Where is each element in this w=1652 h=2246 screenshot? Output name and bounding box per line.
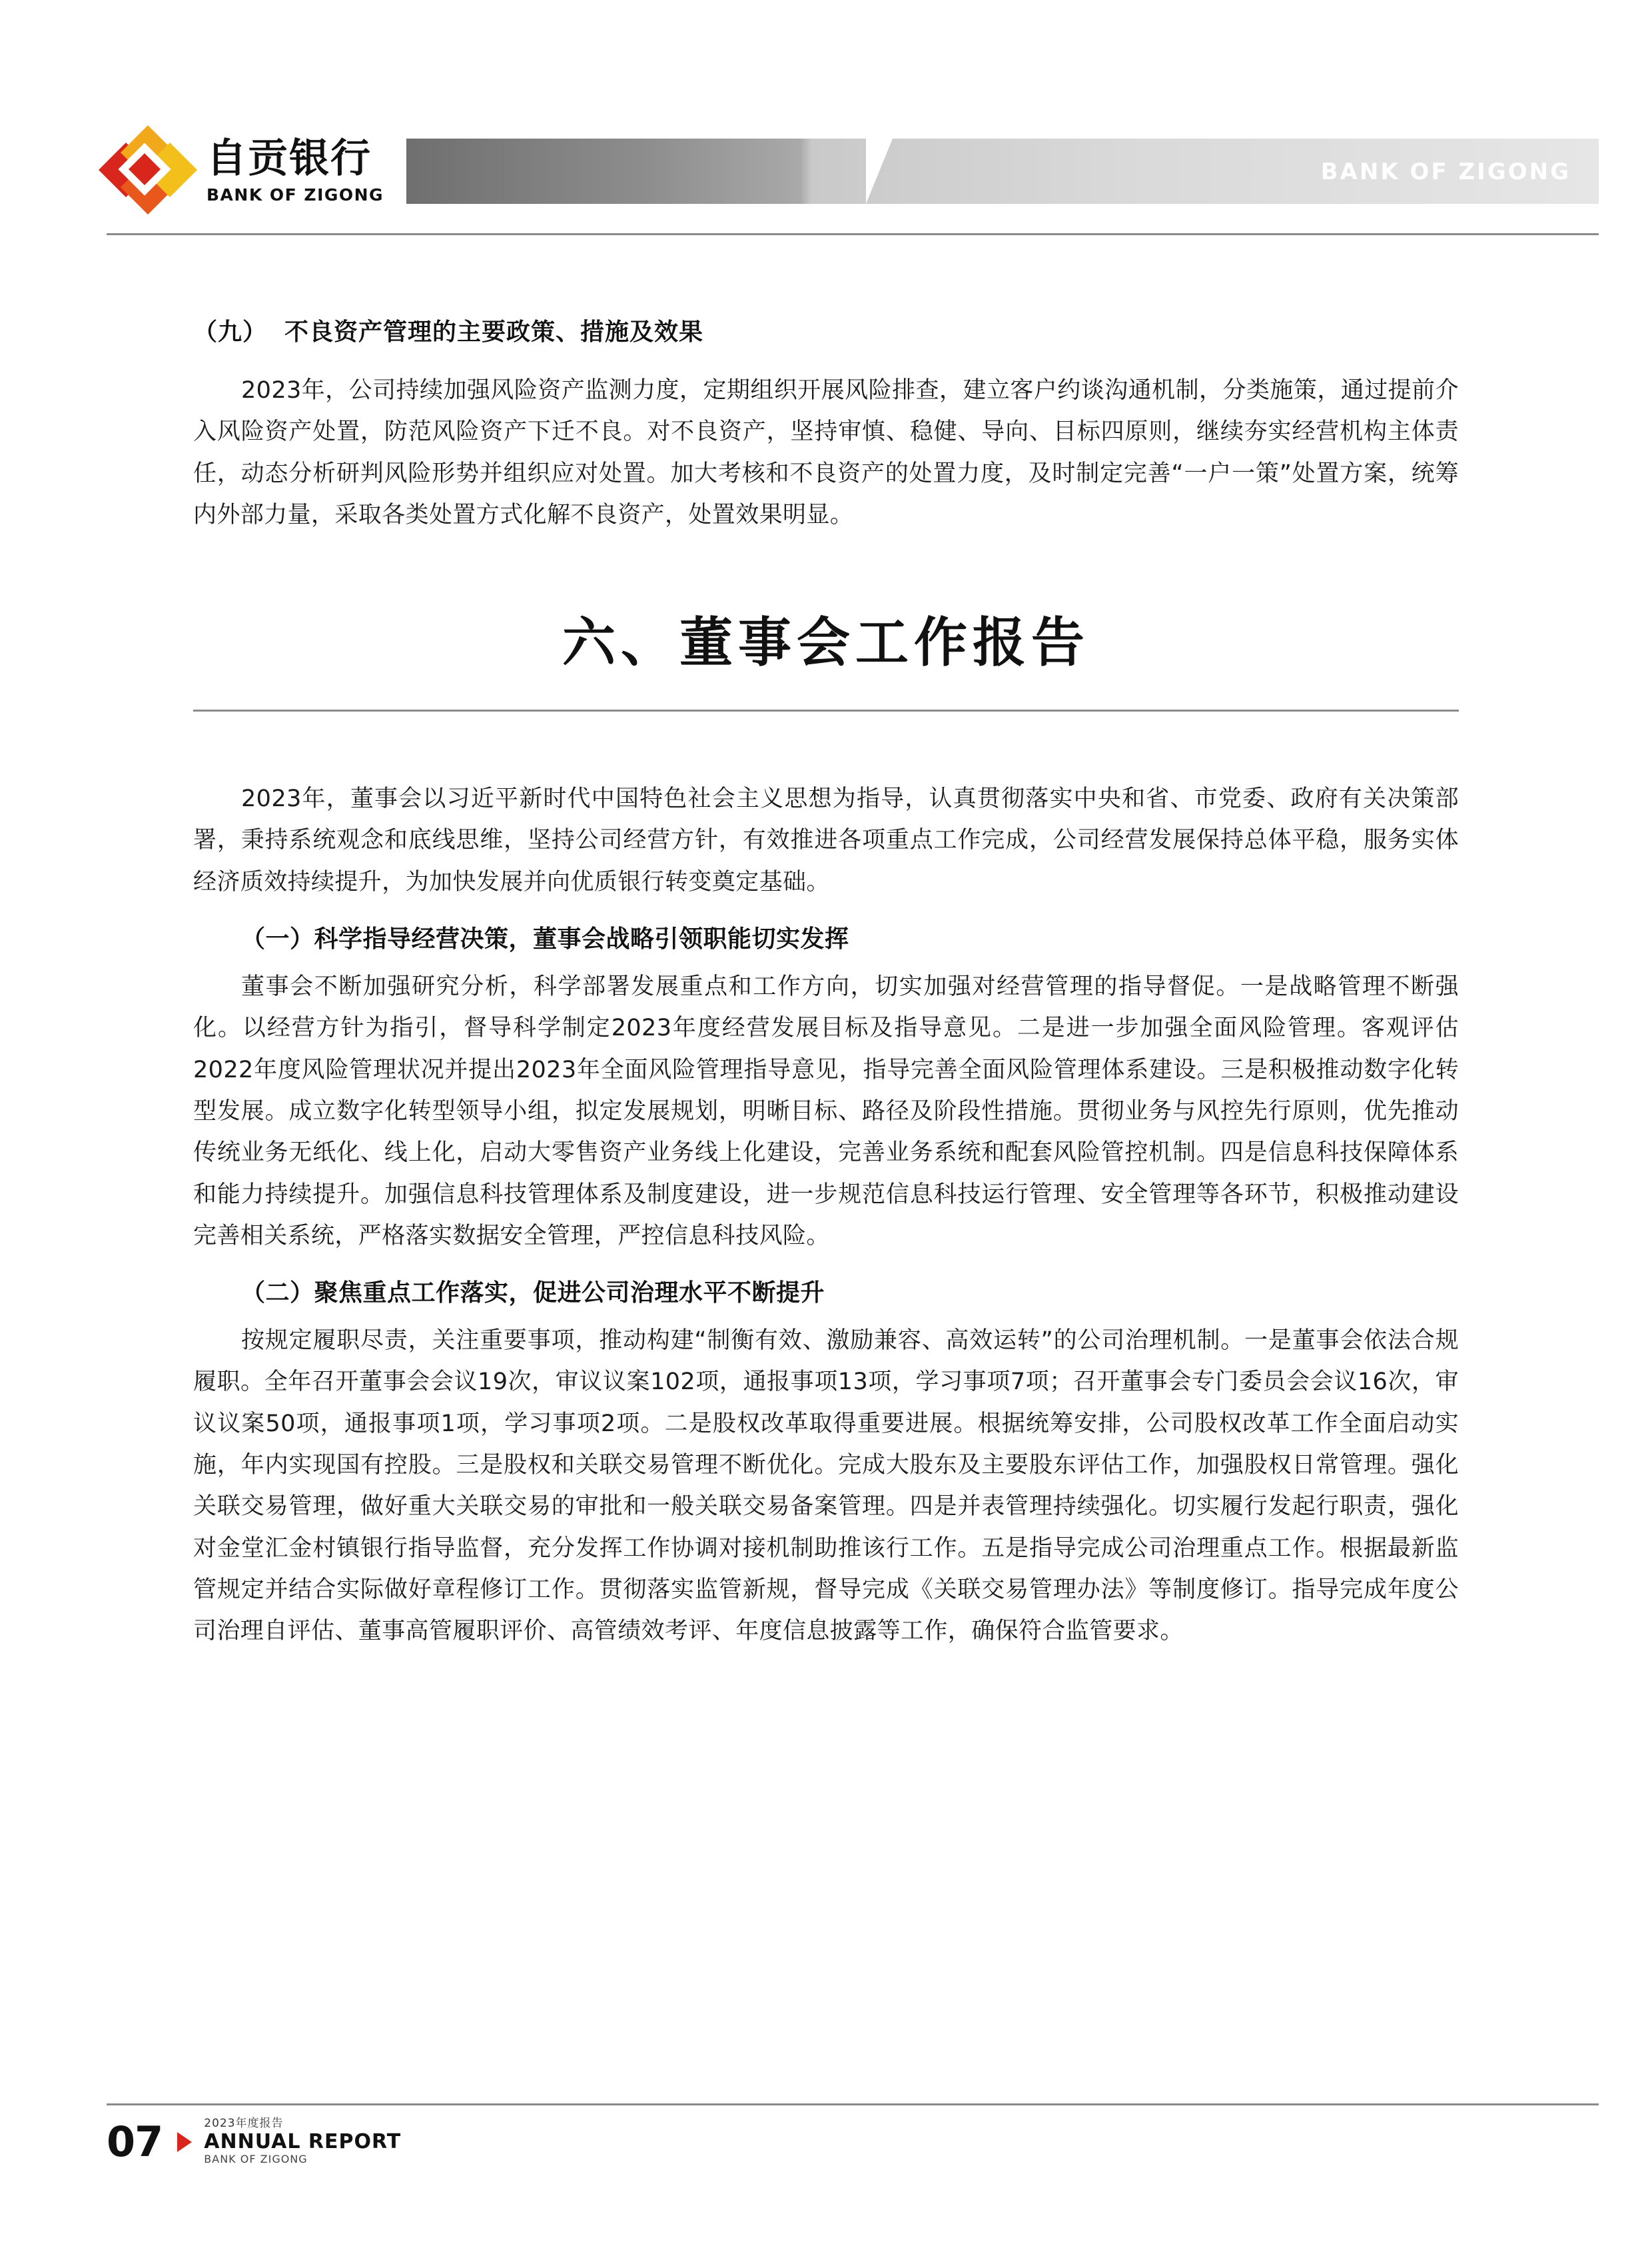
page-number: 07 bbox=[107, 2117, 163, 2166]
subsection-one-paragraph: 董事会不断加强研究分析，科学部署发展重点和工作方向，切实加强对经营管理的指导督促。一是战略管理不断强化。以经营方针为指引，督导科学制定2023年度经营发展目标及指导意见。二是进一步加强全面风险管理。客观评估2022年度风险管理状况并提出2023年全面风险管理指导意见，指导完善全面风险管理体系建设。三是积极推动数字化转型发展。成立数字化转型领导小组，拟定发展规划，明晰目标、路径及阶段性措施。贯彻业务与风控先行原则，优先推动传统业务无纸化、线上化，启动大零售资产业务线上化建设，完善业务系统和配套风险管控机制。四是信息科技保障体系和能力持续提升。加强信息科技管理体系及制度建设，进一步规范信息科技运行管理、安全管理等各环节，积极推动建设完善相关系统，严格落实数据安全管理，严控信息科技风险。 bbox=[193, 973, 1459, 1249]
section-nine-paragraph: 2023年，公司持续加强风险资产监测力度，定期组织开展风险排查，建立客户约谈沟通机制，分类施策，通过提前介入风险资产处置，防范风险资产下迁不良。对不良资产，坚持审慎、稳健、导向、目标四原则，继续夯实经营机构主体责任，动态分析研判风险形势并组织应对处置。加大考核和不良资产的处置力度，及时制定完善“一户一策”处置方案，统筹内外部力量，采取各类处置方式化解不良资产，处置效果明显。 bbox=[193, 377, 1459, 528]
logo-chinese-name: 自贡银行 bbox=[206, 135, 372, 182]
section-nine-number: （九） bbox=[193, 318, 268, 346]
bank-logo-mark-icon bbox=[107, 133, 189, 208]
footer-year-label: 2023年度报告 bbox=[204, 2117, 284, 2131]
header-bar-notch bbox=[866, 139, 893, 204]
header-bar-label: BANK OF ZIGONG bbox=[1320, 159, 1571, 185]
chapter-divider bbox=[193, 710, 1459, 712]
chapter-intro-paragraph: 2023年，董事会以习近平新时代中国特色社会主义思想为指导，认真贯彻落实中央和省、市党委、政府有关决策部署，秉持系统观念和底线思维，坚持公司经营方针，有效推进各项重点工作完成，公司经营发展保持总体平稳，服务实体经济质效持续提升，为加快发展并向优质银行转变奠定基础。 bbox=[193, 786, 1459, 895]
subsection-two-paragraph: 按规定履职尽责，关注重要事项，推动构建“制衡有效、激励兼容、高效运转”的公司治理机制。一是董事会依法合规履职。全年召开董事会会议19次，审议议案102项，通报事项13项，学习事项7项；召开董事会专门委员会会议16次，审议议案50项，通报事项1项，学习事项2项。二是股权改革取得重要进展。根据统筹安排，公司股权改革工作全面启动实施，年内实现国有控股。三是股权和关联交易管理不断优化。完成大股东及主要股东评估工作，加强股权日常管理。强化关联交易管理，做好重大关联交易的审批和一般关联交易备案管理。四是并表管理持续强化。切实履行发起行职责，强化对金堂汇金村镇银行指导监督，充分发挥工作协调对接机制助推该行工作。五是指导完成公司治理重点工作。根据最新监管规定并结合实际做好章程修订工作。贯彻落实监管新规，督导完成《关联交易管理办法》等制度修订。指导完成年度公司治理自评估、董事高管履职评价、高管绩效考评、年度信息披露等工作，确保符合监管要求。 bbox=[193, 1327, 1459, 1645]
document-content bbox=[193, 313, 1459, 1664]
logo-english-name: BANK OF ZIGONG bbox=[206, 185, 384, 205]
page-header bbox=[0, 127, 1652, 233]
triangle-icon bbox=[177, 2132, 192, 2152]
section-nine-heading bbox=[193, 313, 1459, 347]
subsection-one-heading: （一）科学指导经营决策，董事会战略引领职能切实发挥 bbox=[241, 925, 849, 953]
bank-logo bbox=[107, 133, 384, 208]
page-footer bbox=[107, 2103, 1599, 2166]
footer-annual-report-label: ANNUAL REPORT bbox=[204, 2129, 402, 2153]
chapter-title-block bbox=[193, 600, 1459, 712]
header-gradient-bar bbox=[406, 139, 1599, 204]
footer-divider bbox=[107, 2103, 1599, 2105]
subsection-two-heading: （二）聚焦重点工作落实，促进公司治理水平不断提升 bbox=[241, 1279, 825, 1307]
header-divider bbox=[107, 233, 1599, 235]
page-title: 六、董事会工作报告 bbox=[562, 612, 1090, 674]
section-nine-title: 不良资产管理的主要政策、措施及效果 bbox=[284, 318, 704, 346]
footer-bank-label: BANK OF ZIGONG bbox=[204, 2153, 308, 2166]
